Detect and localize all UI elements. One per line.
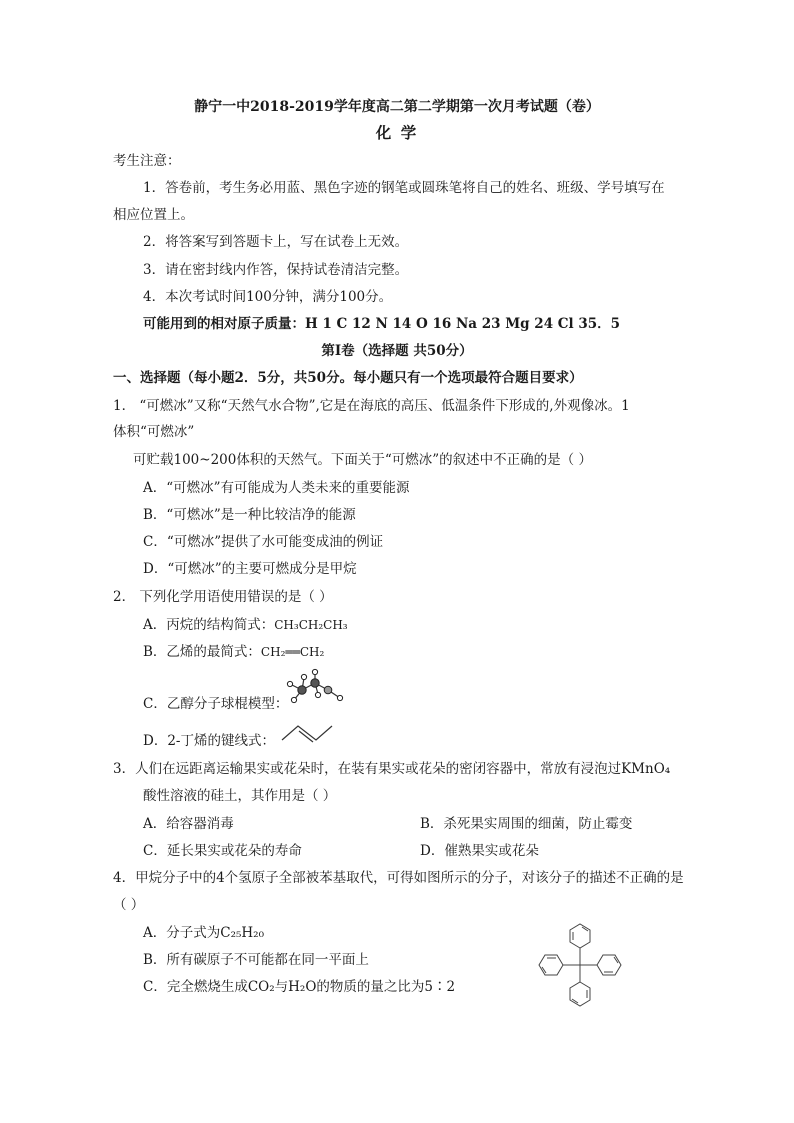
ethanol-ball-stick-model xyxy=(282,668,348,708)
q4-stem-line1: 4．甲烷分子中的4个氢原子全部被苯基取代，可得如图所示的分子，对该分子的描述不正确的是 xyxy=(113,870,684,886)
q2-option-a-label: A．丙烷的结构简式： xyxy=(143,617,275,633)
q4-stem-line2: （ ） xyxy=(113,897,145,913)
q2-option-c: C．乙醇分子球棍模型： xyxy=(143,696,289,712)
q2-option-a xyxy=(143,616,348,634)
notice-item-1-cont: 相应位置上。 xyxy=(113,207,194,223)
notice-heading: 考生注意： xyxy=(113,153,181,169)
part-title: 一、选择题（每小题2．5分，共50分。每小题只有一个选项最符合题目要求） xyxy=(113,370,583,386)
q2-option-b xyxy=(143,643,324,661)
q3-option-a: A．给容器消毒 xyxy=(143,816,234,832)
notice-item-2: 2．将答案写到答题卡上，写在试卷上无效。 xyxy=(143,234,409,250)
q3-stem-line1: 3．人们在远距离运输果实或花朵时，在装有果实或花朵的密闭容器中，常放有浸泡过KMnO₄ xyxy=(113,761,671,777)
q1-option-a: A．“可燃冰”有可能成为人类未来的重要能源 xyxy=(143,480,410,496)
q1-option-d: D．“可燃冰”的主要可燃成分是甲烷 xyxy=(143,561,357,577)
tetraphenylmethane-structure xyxy=(522,906,638,1024)
q3-option-b: B．杀死果实周围的细菌，防止霉变 xyxy=(420,816,633,832)
subject-title: 化 学 xyxy=(375,123,419,142)
notice-item-3: 3．请在密封线内作答，保持试卷清洁完整。 xyxy=(143,262,409,278)
q2-option-d: D．2-丁烯的键线式： xyxy=(143,733,275,749)
q4-option-c: C．完全燃烧生成CO₂与H₂O的物质的量之比为5∶2 xyxy=(143,979,456,995)
2-butene-skeletal-formula xyxy=(280,722,334,744)
atomic-mass-line: 可能用到的相对原子质量：H 1 C 12 N 14 O 16 Na 23 Mg 24 Cl 35．5 xyxy=(143,316,621,332)
q2-option-b-label: B．乙烯的最简式： xyxy=(143,644,261,660)
q3-option-d: D．催熟果实或花朵 xyxy=(420,843,539,859)
q1-option-c: C．“可燃冰”提供了水可能变成油的例证 xyxy=(143,534,384,550)
q3-stem-line2: 酸性溶液的硅土，其作用是（ ） xyxy=(143,788,337,804)
q2-option-b-formula: CH₂══CH₂ xyxy=(260,645,325,659)
notice-item-4: 4．本次考试时间100分钟，满分100分。 xyxy=(143,289,393,305)
q1-stem-line1: 1． “可燃冰”又称“天然气水合物”,它是在海底的高压、低温条件下形成的,外观像冰。1 xyxy=(113,398,630,414)
exam-title: 静宁一中2018-2019学年度高二第二学期第一次月考试题（卷） xyxy=(194,99,600,115)
q1-stem-line2: 体积“可燃冰” xyxy=(113,424,195,440)
q2-stem: 2． 下列化学用语使用错误的是（ ） xyxy=(113,589,333,605)
q1-stem-line3: 可贮载100~200体积的天然气。下面关于“可燃冰”的叙述中不正确的是（ ） xyxy=(133,452,592,468)
q4-option-a: A．分子式为C₂₅H₂₀ xyxy=(143,925,264,941)
q4-option-b: B．所有碳原子不可能都在同一平面上 xyxy=(143,952,369,968)
q2-option-a-formula: CH₃CH₂CH₃ xyxy=(274,618,348,632)
notice-item-1: 1．答卷前，考生务必用蓝、黑色字迹的钢笔或圆珠笔将自己的姓名、班级、学号填写在 xyxy=(143,180,665,196)
q3-option-c: C．延长果实或花朵的寿命 xyxy=(143,843,302,859)
volume-title: 第Ⅰ卷（选择题 共50分） xyxy=(321,343,473,359)
q1-option-b: B．“可燃冰”是一种比较洁净的能源 xyxy=(143,507,356,523)
